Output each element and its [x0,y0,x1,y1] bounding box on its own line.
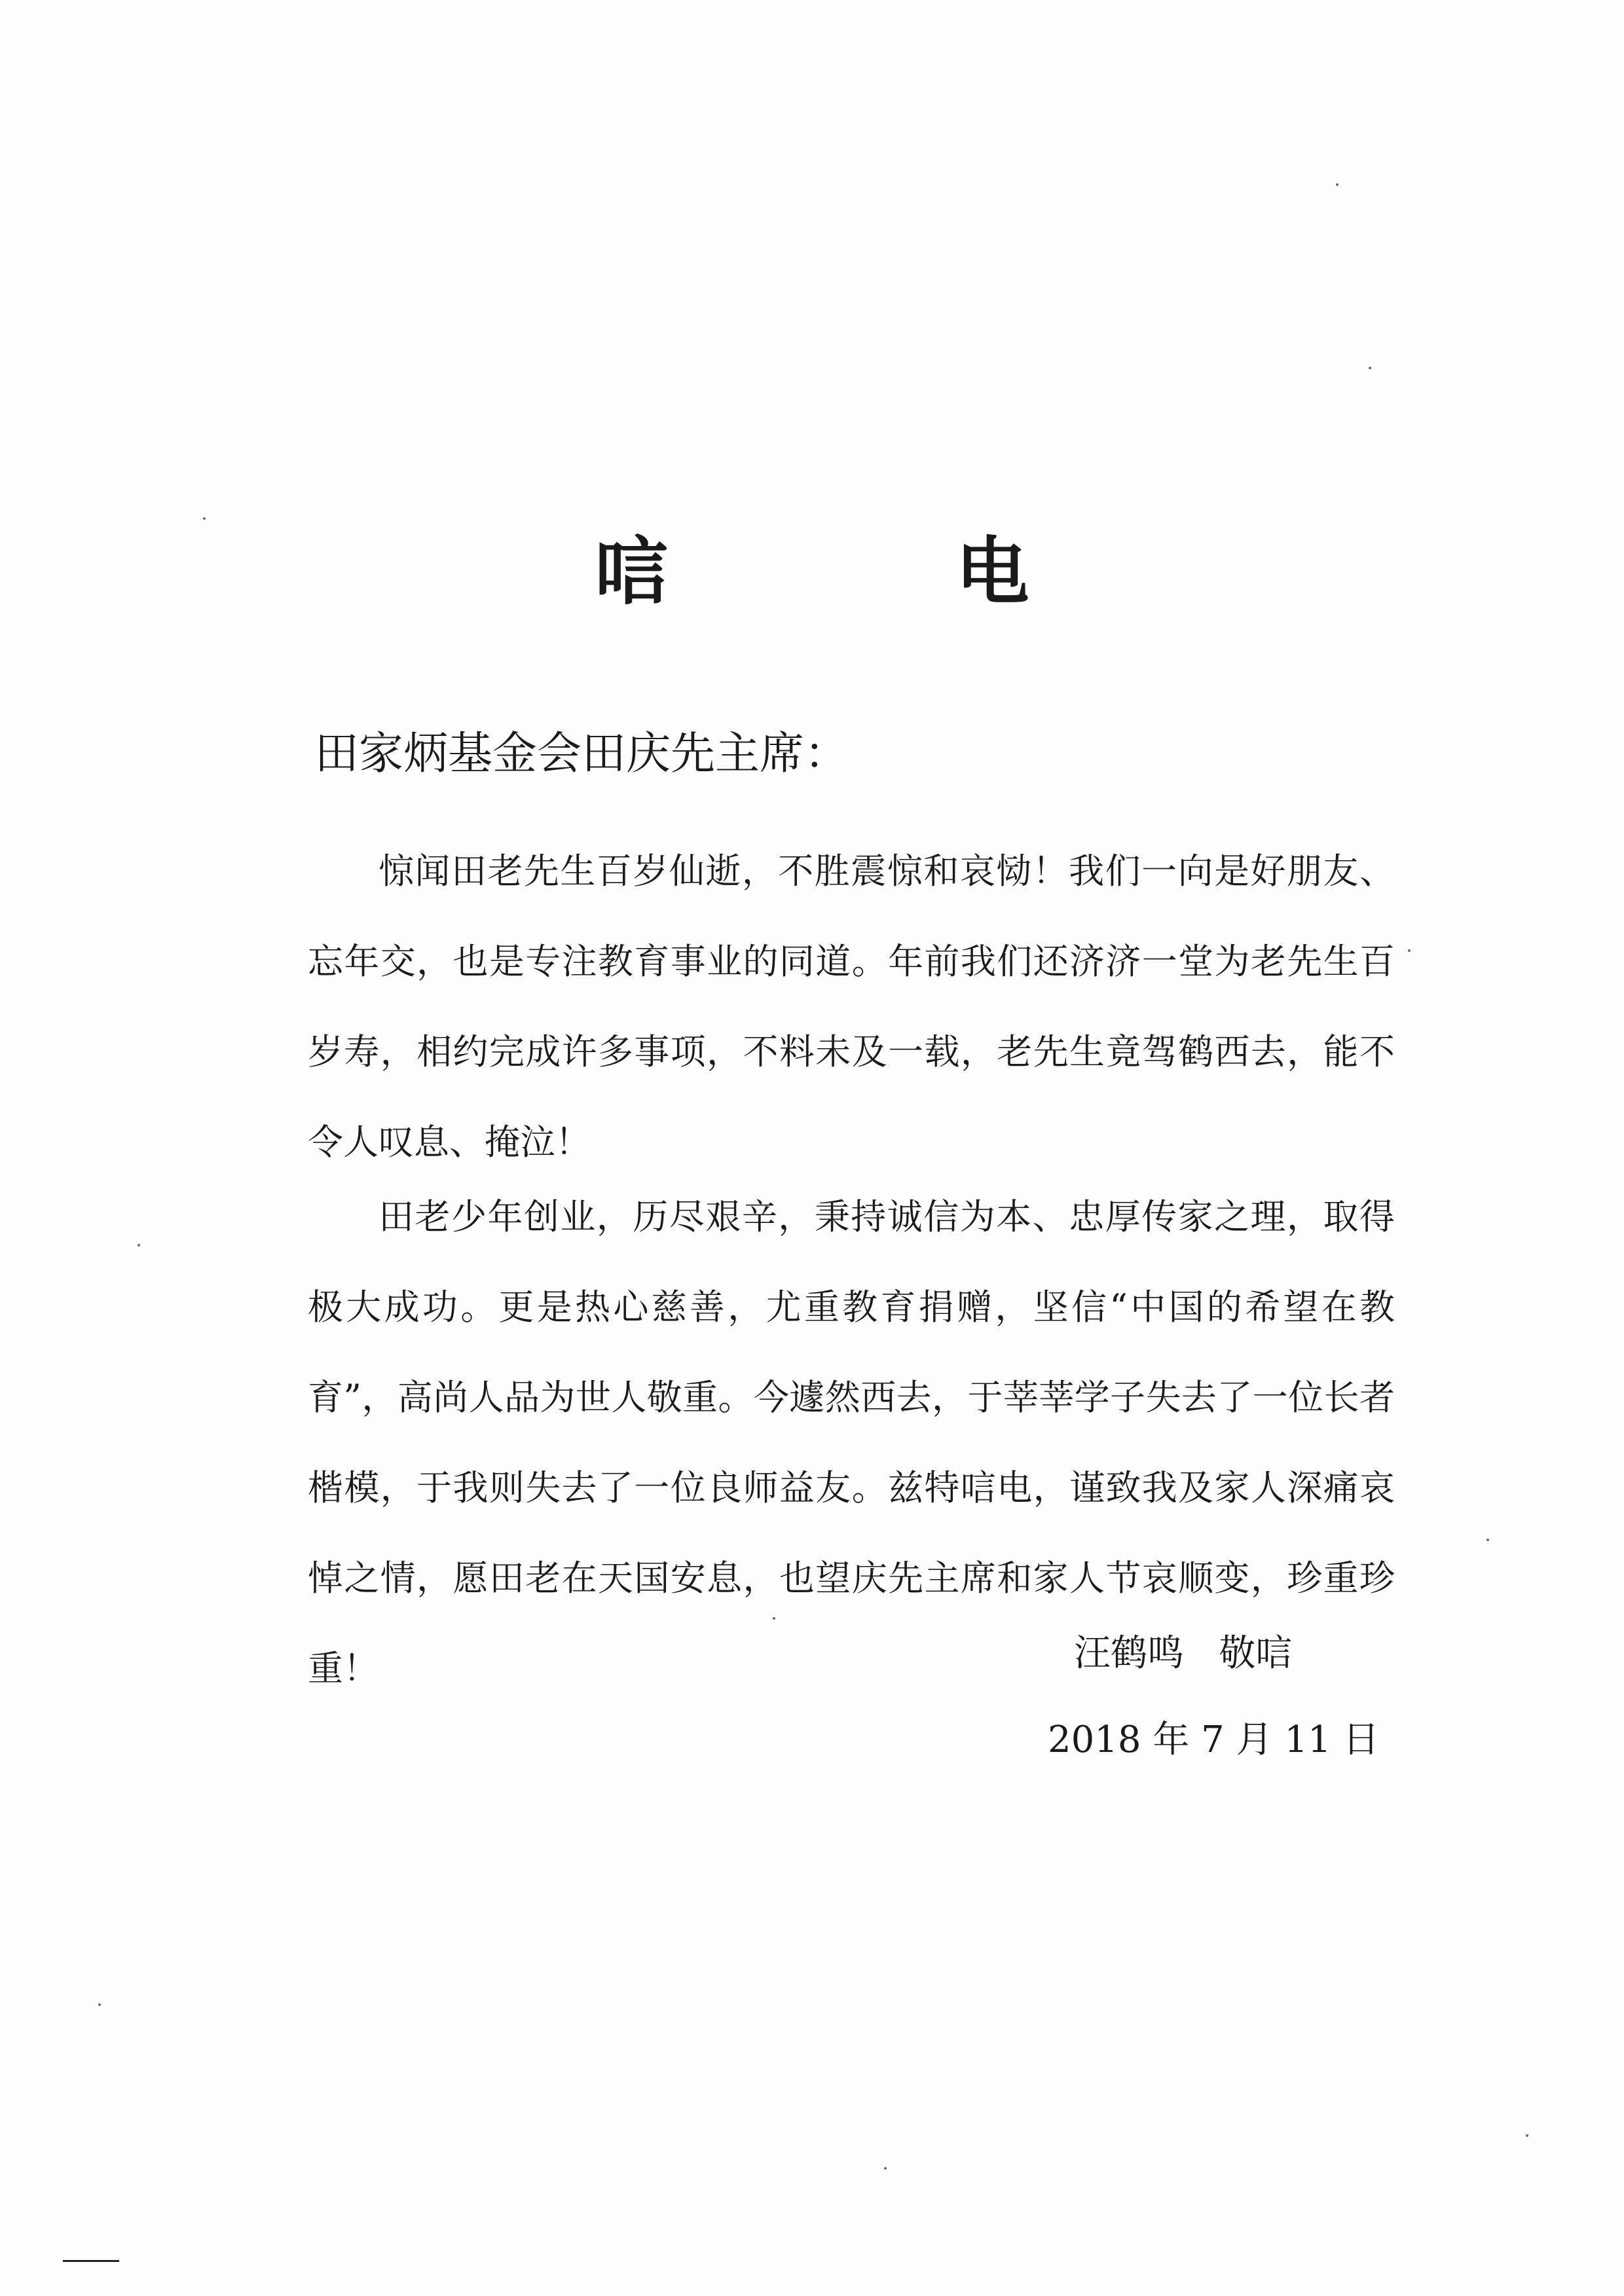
date: 2018 年 7 月 11 日 [1048,1719,1380,1761]
scan-line [63,2260,119,2262]
salutation: 田家炳基金会田庆先主席： [314,728,849,780]
signature: 汪鹤鸣 敬唁 [1074,1632,1293,1675]
scan-speck [1369,367,1371,369]
page-title: 唁 电 [595,530,1160,615]
scan-speck [884,2167,887,2170]
scan-speck [1336,183,1338,186]
scan-speck [98,2003,101,2006]
scan-speck [203,517,206,520]
scan-speck [1408,949,1411,952]
body-paragraph-1: 惊闻田老先生百岁仙逝，不胜震惊和哀恸！我们一向是好朋友、忘年交，也是专注教育事业的同道。年前我们还济济一堂为老先生百岁寿，相约完成许多事项，不料未及一载，老先生竟驾鹤西去，能不令人叹息、掩泣！ [308,850,1395,1163]
body-paragraph-2: 田老少年创业，历尽艰辛，秉持诚信为本、忠厚传家之理，取得极大成功。更是热心慈善，尤重教育捐赠，坚信“中国的希望在教育”，高尚人品为世人敬重。今遽然西去，于莘莘学子失去了一位长者楷模，于我则失去了一位良师益友。兹特唁电，谨致我及家人深痛哀悼之情，愿田老在天国安息，也望庆先主席和家人节哀顺变，珍重珍重！ [308,1196,1395,1689]
scan-speck [1486,1539,1489,1541]
scan-speck [773,1617,775,1620]
scan-speck [1526,2134,1528,2137]
scan-speck [138,1244,140,1247]
